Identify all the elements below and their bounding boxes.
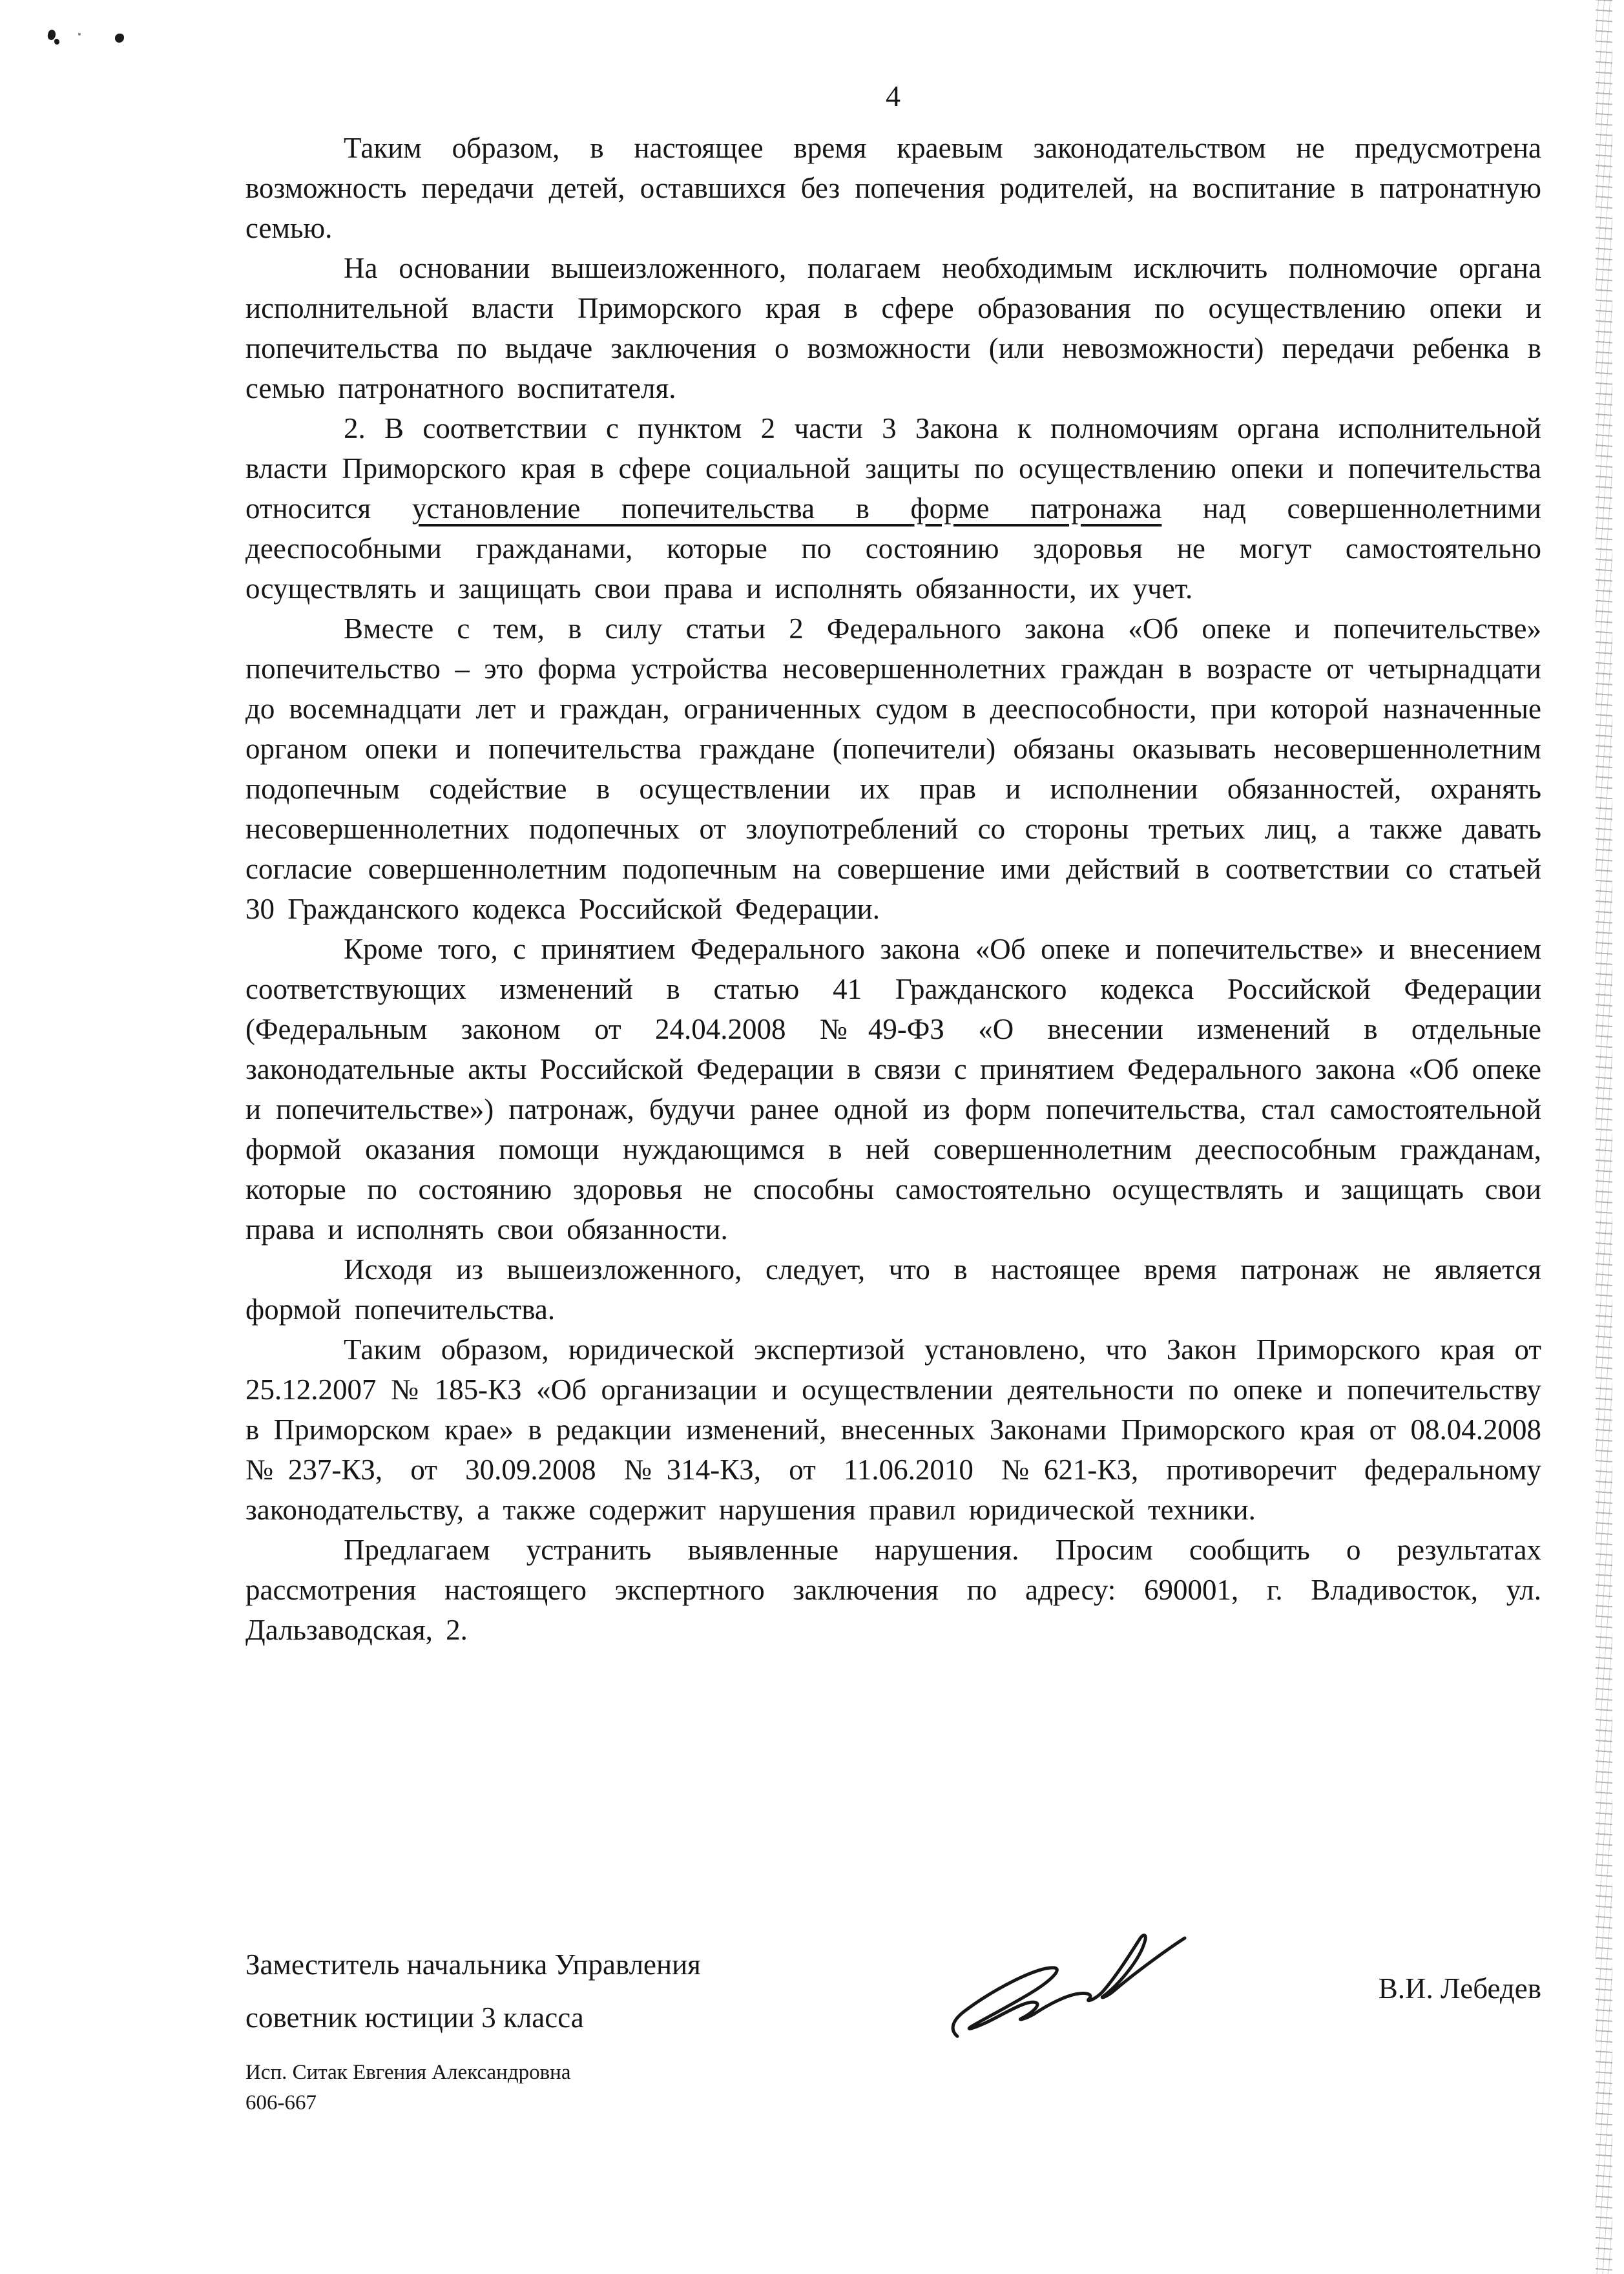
signature-block xyxy=(245,1938,1541,2067)
underlined-phrase: установление попечительства в форме патронажа xyxy=(411,492,1162,525)
paragraph xyxy=(245,1249,1541,1330)
paragraph-text: Таким образом, юридической экспертизой установлено, что Закон Приморского края от 25.12.2007 № 185-КЗ «Об организации и осуществлении деятельности по опеке и попечительству в Приморском крае» в редакции изменений, внесенных Законами Приморского края от 08.04.2008 №237-КЗ, от 30.09.2008 №314-КЗ, от 11.06.2010 №621-КЗ, противоречит федеральному законодательству, а также содержит нарушения правил юридической техники. xyxy=(245,1333,1541,1526)
executor-name: Исп. Ситак Евгения Александровна xyxy=(245,2061,571,2084)
signer-position-line2: советник юстиции 3 класса xyxy=(245,2001,584,2034)
paragraph-text: Кроме того, с принятием Федерального закона «Об опеке и попечительстве» и внесением соответствующих изменений в статью 41 Гражданского кодекса Российской Федерации (Федеральным законом от 24.04.2008 №49-ФЗ «О внесении изменений в отдельные законодательные акты Российской Федерации в связи с принятием Федерального закона «Об опеке и попечительстве») патронаж, будучи ранее одной из форм попечительства, стал самостоятельной формой оказания помощи нуждающимся в ней совершеннолетним дееспособным гражданам, которые по состоянию здоровья не способны самостоятельно осуществлять и защищать свои права и исполнять свои обязанности. xyxy=(245,933,1541,1246)
paragraph xyxy=(245,128,1541,248)
paragraph-text: Вместе с тем, в силу статьи 2 Федерального закона «Об опеке и попечительстве» попечительство – это форма устройства несовершеннолетних граждан в возрасте от четырнадцати до восемнадцати лет и граждан, ограниченных судом в дееспособности, при которой назначенные органом опеки и попечительства граждане (попечители) обязаны оказывать несовершеннолетним подопечным содействие в осуществлении их прав и исполнении обязанностей, охранять несовершеннолетних подопечных от злоупотреблений со стороны третьих лиц, а также давать согласие совершеннолетним подопечным на совершение ими действий в соответствии со статьей 30 Гражданского кодекса Российской Федерации. xyxy=(245,612,1541,925)
signer-name: В.И. Лебедев xyxy=(1378,1972,1541,2005)
paragraph-text: над совершеннолетними дееспособными гражданами, которые по состоянию здоровья не могут самостоятельно осуществлять и защищать свои права и исполнять обязанности, их учет. xyxy=(245,492,1541,605)
paragraph-text: Таким образом, в настоящее время краевым законодательством не предусмотрена возможность передачи детей, оставшихся без попечения родителей, на воспитание в патронатную семью. xyxy=(245,132,1541,244)
paragraph-text: На основании вышеизложенного, полагаем необходимым исключить полномочие органа исполнительной власти Приморского края в сфере образования по осуществлению опеки и попечительства по выдаче заключения о возможности (или невозможности) передачи ребенка в семью патронатного воспитателя. xyxy=(245,252,1541,404)
ink-speck xyxy=(54,39,59,45)
signer-position-line1: Заместитель начальника Управления xyxy=(245,1948,701,1981)
ink-speck xyxy=(78,33,81,36)
paragraph xyxy=(245,1330,1541,1530)
ink-speck xyxy=(115,34,124,43)
paragraph xyxy=(245,929,1541,1249)
scan-noise-strip xyxy=(1596,0,1612,2274)
page-number: 4 xyxy=(886,79,901,112)
paragraph xyxy=(245,1530,1541,1650)
executor-block xyxy=(245,2058,571,2118)
document-body xyxy=(245,128,1541,1650)
executor-phone: 606-667 xyxy=(245,2091,317,2114)
paragraph xyxy=(245,408,1541,609)
paragraph-text: 2. В соответствии с пунктом 2 части 3 Закона к полномочиям органа исполнительной власти Приморского края в сфере социальной защиты по осуществлению опеки и попечительства относится xyxy=(245,412,1541,525)
paragraph xyxy=(245,609,1541,929)
signer-position xyxy=(245,1938,701,2044)
paragraph-text: Предлагаем устранить выявленные нарушения. Просим сообщить о результатах рассмотрения настоящего экспертного заключения по адресу: 690001, г. Владивосток, ул. Дальзаводская, 2. xyxy=(245,1534,1541,1646)
paragraph xyxy=(245,248,1541,408)
handwritten-signature xyxy=(951,1928,1196,2050)
paragraph-text: Исходя из вышеизложенного, следует, что в настоящее время патронаж не является формой попечительства. xyxy=(245,1253,1541,1326)
